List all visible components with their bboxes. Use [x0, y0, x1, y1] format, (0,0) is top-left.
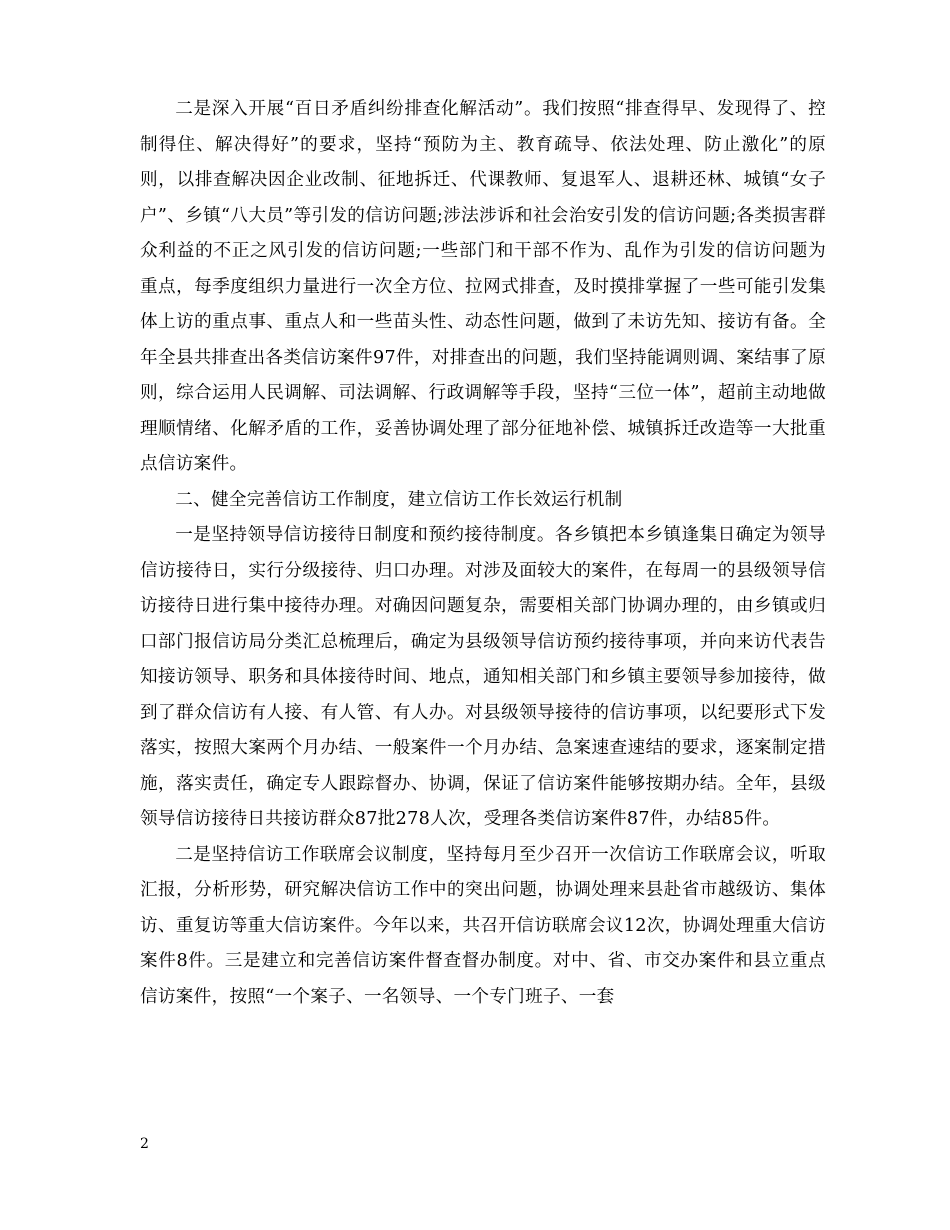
paragraph-1: 二是深入开展“百日矛盾纠纷排查化解活动”。我们按照“排查得早、发现得了、控制得住、解决得好”的要求，坚持“预防为主、教育疏导、依法处理、防止激化”的原则，以排查解决因企业改制、征地拆迁、代课教师、复退军人、退耕还林、城镇“女子户”、乡镇“八大员”等引发的信访问题;涉法涉诉和社会治安引发的信访问题;各类损害群众利益的不正之风引发的信访问题;一些部门和干部不作为、乱作为引发的信访问题为重点，每季度组织力量进行一次全方位、拉网式排查，及时摸排掌握了一些可能引发集体上访的重点事、重点人和一些苗头性、动态性问题，做到了未访先知、接访有备。全年全县共排查出各类信访案件97件，对排查出的问题，我们坚持能调则调、案结事了原则，综合运用人民调解、司法调解、行政调解等手段，坚持“三位一体”，超前主动地做理顺情绪、化解矛盾的工作，妥善协调处理了部分征地补偿、城镇拆迁改造等一大批重点信访案件。 [140, 99, 826, 474]
document-body [140, 92, 826, 1015]
paragraph-3: 二是坚持信访工作联席会议制度，坚持每月至少召开一次信访工作联席会议，听取汇报，分析形势，研究解决信访工作中的突出问题，协调处理来县赴省市越级访、集体访、重复访等重大信访案件。今年以来，共召开信访联席会议12次，协调处理重大信访案件8件。三是建立和完善信访案件督查督办制度。对中、省、市交办案件和县立重点信访案件，按照“一个案子、一名领导、一个专门班子、一套 [140, 844, 826, 1007]
page-number: 2 [140, 1136, 149, 1152]
section-heading: 二、健全完善信访工作制度，建立信访工作长效运行机制 [175, 489, 623, 510]
paragraph-2: 一是坚持领导信访接待日制度和预约接待制度。各乡镇把本乡镇逢集日确定为领导信访接待日，实行分级接待、归口办理。对涉及面较大的案件，在每周一的县级领导信访接待日进行集中接待办理。对确因问题复杂，需要相关部门协调办理的，由乡镇或归口部门报信访局分类汇总梳理后，确定为县级领导信访预约接待事项，并向来访代表告知接访领导、职务和具体接待时间、地点，通知相关部门和乡镇主要领导参加接待，做到了群众信访有人接、有人管、有人办。对县级领导接待的信访事项，以纪要形式下发落实，按照大案两个月办结、一般案件一个月办结、急案速查速结的要求，逐案制定措施，落实责任，确定专人跟踪督办、协调，保证了信访案件能够按期办结。全年，县级领导信访接待日共接访群众87批278人次，受理各类信访案件87件，办结85件。 [140, 525, 826, 829]
